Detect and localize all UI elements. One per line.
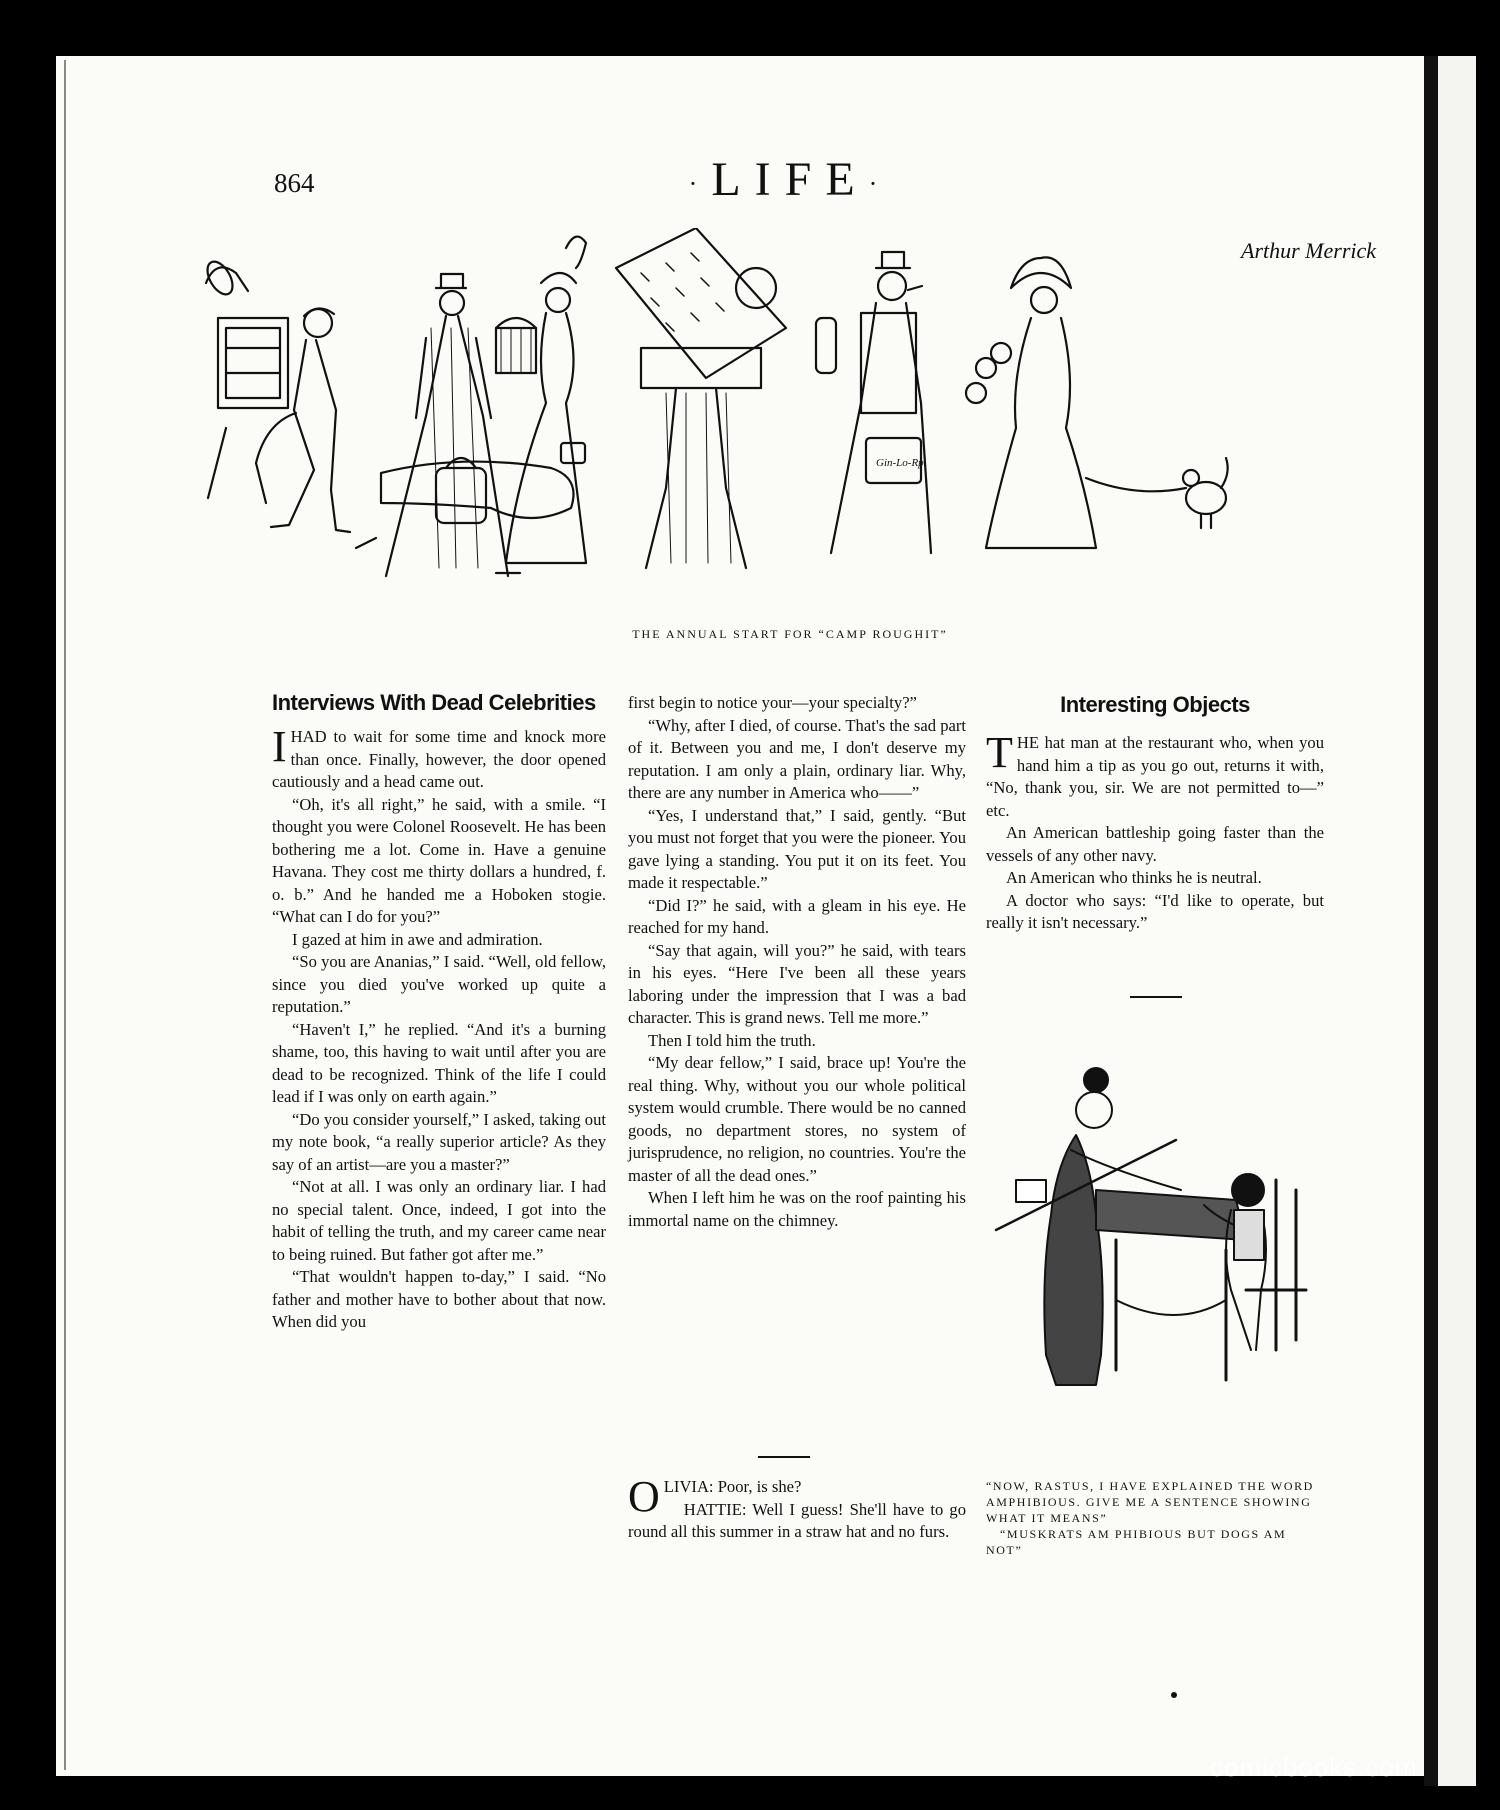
article1-paragraph: “Did I?” he said, with a gleam in his eye. He reached for my hand. (628, 895, 966, 937)
article1-paragraph: I gazed at him in awe and admiration. (292, 929, 543, 949)
article1-paragraph: “Not at all. I was only an ordinary liar. I had no special talent. Once, indeed, I got into the habit of telling the truth, and my career came near to being ruined. But father got after me.” (272, 1177, 606, 1264)
article2-paragraph: An American battleship going faster than the vessels of any other navy. (986, 823, 1324, 865)
next-page-edge (1438, 56, 1478, 1786)
boy-with-phonograph (202, 257, 350, 532)
article1-column2 (628, 692, 966, 1232)
olivia-dialogue (628, 1472, 966, 1544)
man-with-guitar-case (356, 274, 574, 576)
article1-paragraph: first begin to notice your—your specialty?” (628, 693, 917, 712)
article1-paragraph: When I left him he was on the roof painting his immortal name on the chimney. (628, 1188, 966, 1230)
article2-column (986, 728, 1324, 935)
masthead-title: LIFE (711, 153, 869, 206)
article2-paragraph: An American who thinks he is neutral. (1006, 868, 1262, 887)
article1-paragraph: “So you are Ananias,” I said. “Well, old fellow, since you died you've worked up quite a reputation.” (272, 952, 606, 1016)
article1-paragraph: I HAD to wait for some time and knock more than once. Finally, however, the door opened cautiously and a head came out. (272, 722, 606, 791)
chicken-on-leash (1183, 458, 1228, 528)
dropcap-i: I (272, 722, 287, 771)
illustration-caption (986, 1478, 1324, 1558)
case-label: Gin-Lo-Rp (876, 457, 924, 469)
caption-line-1: “NOW, RASTUS, I HAVE EXPLAINED THE WORD AMPHIBIOUS. GIVE ME A SENTENCE SHOWING WHAT IT MEANS” (986, 1479, 1314, 1525)
cartoon-caption: THE ANNUAL START FOR “CAMP ROUGHIT” (632, 627, 948, 641)
masthead-dot-left: · (688, 168, 712, 198)
article1-column1 (272, 722, 606, 1334)
article1-paragraph: “Say that again, will you?” he said, with tears in his eyes. “Here I've been all these years laboring under the impression that I was a bad character. This is grand news. Tell me more.” (628, 940, 966, 1027)
man-with-bottle (816, 252, 931, 553)
ink-dot (1171, 1692, 1177, 1698)
article1-paragraph: “That wouldn't happen to-day,” I said. “No father and mother have to bother about that now. When did you (272, 1267, 606, 1331)
article1-paragraph: “Do you consider yourself,” I asked, taking out my note book, “a really superior article? As they say of an artist—are you a master?” (272, 1109, 606, 1174)
man-with-mattress (616, 228, 786, 568)
article1-paragraph: “Why, after I died, of course. That's the sad part of it. Between you and me, I don't deserve my reputation. I am only a plain, ordinary liar. Why, there are any number in America who——” (628, 715, 966, 802)
page-edge-shadow (1476, 56, 1500, 1786)
masthead-dot-right: · (868, 168, 892, 198)
article1-paragraph: “Yes, I understand that,” I said, gently. “But you must not forget that you were the pioneer. You gave lying a standing. You put it on its feet. You made it respectable.” (628, 805, 966, 892)
section-divider-2 (1130, 996, 1182, 998)
woman-with-flowers (966, 257, 1186, 548)
dropcap-o: O (628, 1472, 660, 1521)
dropcap-t: T (986, 728, 1013, 777)
article-title-interesting-objects: Interesting Objects (1060, 692, 1250, 717)
dialogue-line-2: HATTIE: Well I guess! She'll have to go round all this summer in a straw hat and no furs. (628, 1499, 966, 1541)
article1-paragraph: “Oh, it's all right,” he said, with a smile. “I thought you were Colonel Roosevelt. He has been bothering me a lot. Come in. Have a genuine Havana. They cost me thirty dollars a hundred, f. o. b.” And he handed me a Hoboken stogie. “What can I do for you?” (272, 794, 606, 926)
chair (1246, 1180, 1306, 1350)
article1-paragraph: “My dear fellow,” I said, brace up! You're the real thing. Why, without you our whole political system would crumble. There would be no canned goods, no department stores, no system of jurisprudence, no religion, no countries. You're the master of all the dead ones.” (628, 1053, 966, 1185)
page-number: 864 (274, 168, 315, 198)
article2-paragraph: THE hat man at the restaurant who, when you hand him a tip as you go out, returns it with, “No, thank you, sir. We are not permitted to—” etc. (986, 728, 1324, 820)
watermark: comicbooks.com (1210, 1752, 1418, 1782)
article2-paragraph: A doctor who says: “I'd like to operate, but really it isn't necessary.” (986, 890, 1324, 932)
article1-paragraph: Then I told him the truth. (648, 1030, 816, 1050)
page-edge-right (1424, 56, 1438, 1786)
article1-paragraph: “Haven't I,” he replied. “And it's a burning shame, too, this having to wait until after you are dead to be recognized. Think of the life I could lead if I was only on earth again.” (272, 1019, 606, 1106)
camp-cartoon-illustration (196, 228, 1406, 618)
dialogue-line-1: OLIVIA: Poor, is she? (628, 1472, 802, 1521)
section-divider (758, 1456, 810, 1458)
classroom-illustration (976, 1040, 1316, 1440)
masthead (660, 152, 920, 207)
cartoon-signature: Arthur Merrick (1241, 238, 1377, 263)
caption-line-2: “MUSKRATS AM PHIBIOUS BUT DOGS AM NOT” (986, 1527, 1287, 1557)
article-title-interviews: Interviews With Dead Celebrities (272, 690, 596, 715)
page-edge-left (64, 60, 66, 1770)
